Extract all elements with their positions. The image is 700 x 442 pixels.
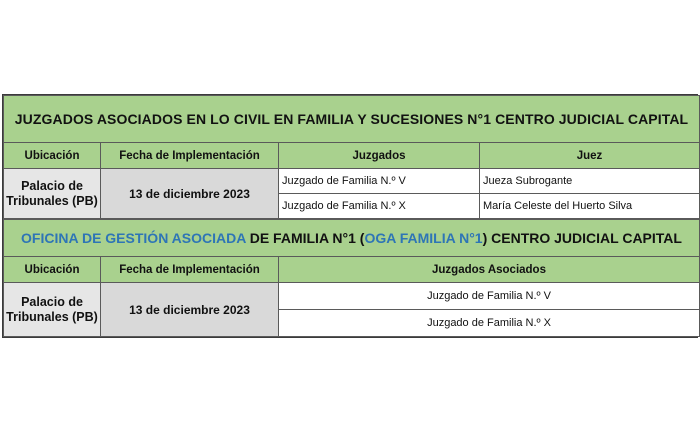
location-cell: Palacio de Tribunales (PB) [4,283,101,337]
juzgado-cell: Juzgado de Familia N.º X [279,310,700,337]
oga-title-black-1: DE FAMILIA N°1 ( [245,230,365,246]
date-cell: 13 de diciembre 2023 [101,283,279,337]
juzgado-cell: Juzgado de Familia N.º V [279,169,480,194]
table-row [4,169,700,194]
juzgado-cell: Juzgado de Familia N.º V [279,283,700,310]
oga-table [3,219,700,337]
header-fecha: Fecha de Implementación [101,257,279,283]
document-table [2,94,698,338]
oga-table-title [4,220,700,257]
header-fecha: Fecha de Implementación [101,143,279,169]
header-juzgados-asociados: Juzgados Asociados [279,257,700,283]
juzgado-cell: Juzgado de Familia N.º X [279,194,480,219]
oga-title-blue-2: OGA FAMILIA N°1 [364,230,483,246]
header-ubicacion: Ubicación [4,143,101,169]
juez-cell: Jueza Subrogante [480,169,700,194]
date-cell: 13 de diciembre 2023 [101,169,279,219]
juzgados-table-title: JUZGADOS ASOCIADOS EN LO CIVIL EN FAMILIA Y SUCESIONES N°1 CENTRO JUDICIAL CAPITAL [4,96,700,143]
juez-cell: María Celeste del Huerto Silva [480,194,700,219]
oga-title-blue-1: OFICINA DE GESTIÓN ASOCIADA [21,230,246,246]
header-ubicacion: Ubicación [4,257,101,283]
header-juzgados: Juzgados [279,143,480,169]
location-cell: Palacio de Tribunales (PB) [4,169,101,219]
table-row [4,283,700,310]
header-juez: Juez [480,143,700,169]
juzgados-table [3,95,700,219]
oga-title-black-2: ) CENTRO JUDICIAL CAPITAL [482,230,682,246]
